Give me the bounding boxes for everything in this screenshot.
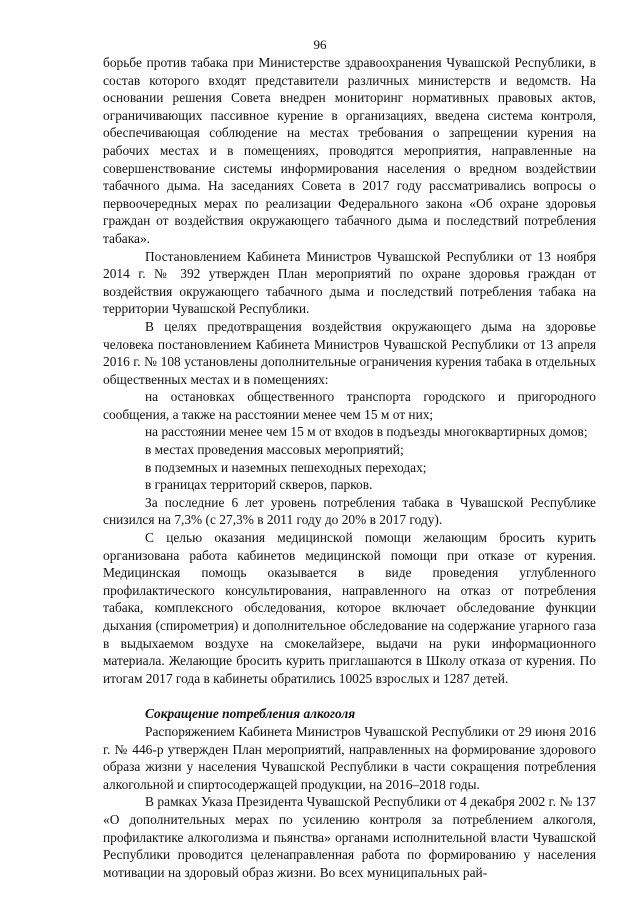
paragraph-order-446: Распоряжением Кабинета Министров Чувашской Республики от 29 июня 2016 г. № 446-р утвержден План мероприятий, направленных на формирование здорового образа жизни у населения Чувашской Республики в части сокращения потребления алкогольной и спиртосодержащей продукции, на 2016–2018 годы. — [103, 723, 596, 792]
page-number: 96 — [313, 37, 327, 52]
list-item-crossings: в подземных и наземных пешеходных переходах; — [145, 459, 427, 475]
list-item-entrances: на расстоянии менее чем 15 м от входов в подъезды многоквартирных домов; — [145, 424, 588, 440]
paragraph-resolution-108: В целях предотвращения воздействия окружающего дыма на здоровье человека постановлением Кабинета Министров Чувашской Республики от 13 апреля 2016 г. № 108 установлены дополнительные ограничения курения табака в отдельных общественных местах и в помещениях: — [103, 318, 596, 387]
list-item-parks: в границах территорий скверов, парков. — [145, 477, 373, 493]
document-body — [103, 54, 596, 881]
paragraph-resolution-392: Постановлением Кабинета Министров Чувашской Республики от 13 ноября 2014 г. № 392 утвержден План мероприятий по охране здоровья граждан от воздействия окружающего табачного дыма и последствий потребления табака на территории Чувашской Республики. — [103, 248, 596, 317]
list-item-bus-stops: на остановках общественного транспорта городского и пригородного сообщения, а также на расстоянии менее чем 15 м от них; — [103, 389, 596, 422]
paragraph-consumption-stats: За последние 6 лет уровень потребления табака в Чувашской Республике снизился на 7,3% (с 27,3% в 2011 году до 20% в 2017 году). — [103, 494, 596, 528]
paragraph-continuation: борьбе против табака при Министерстве здравоохранения Чувашской Республики, в состав которого входят представители различных министерств и ведомств. На основании решения Совета внедрен мониторинг нормативных правовых актов, ограничивающих пассивное курение в организациях, введена система контроля, обеспечивающая соблюдение на местах требования о запрещении курения на рабочих местах и в помещениях, проводятся мероприятия, направленные на совершенствование системы информирования населения о вредном воздействии табачного дыма. На заседаниях Совета в 2017 году рассматривались вопросы о первоочередных мерах по реализации Федерального закона «Об охране здоровья граждан от воздействия окружающего табачного дыма и последствий потребления табака». — [103, 55, 596, 246]
paragraph-medical-help: С целью оказания медицинской помощи желающим бросить курить организована работа кабинетов медицинской помощи при отказе от курения. Медицинская помощь оказывается в виде проведения углубленного профилактического консультирования, направленного на отказ от потребления табака, комплексного обследования, которое включает обследование функции дыхания (спирометрия) и дополнительное обследование на содержание угарного газа в выдыхаемом воздухе на смокелайзере, выдачи на руки информационного материала. Желающие бросить курить приглашаются в Школу отказа от курения. По итогам 2017 года в кабинеты обратились 10025 взрослых и 1287 детей. — [103, 530, 596, 686]
section-heading-alcohol: Сокращение потребления алкоголя — [145, 706, 356, 722]
paragraph-decree-137: В рамках Указа Президента Чувашской Республики от 4 декабря 2002 г. № 137 «О дополнительных мерах по усилению контроля за потреблением алкоголя, профилактике алкоголизма и пьянства» органами исполнительной власти Чувашской Республики проводится целенаправленная работа по формированию у населения мотивации на здоровый образ жизни. Во всех муниципальных рай- — [103, 794, 596, 880]
list-item-mass-events: в местах проведения массовых мероприятий; — [145, 442, 404, 458]
